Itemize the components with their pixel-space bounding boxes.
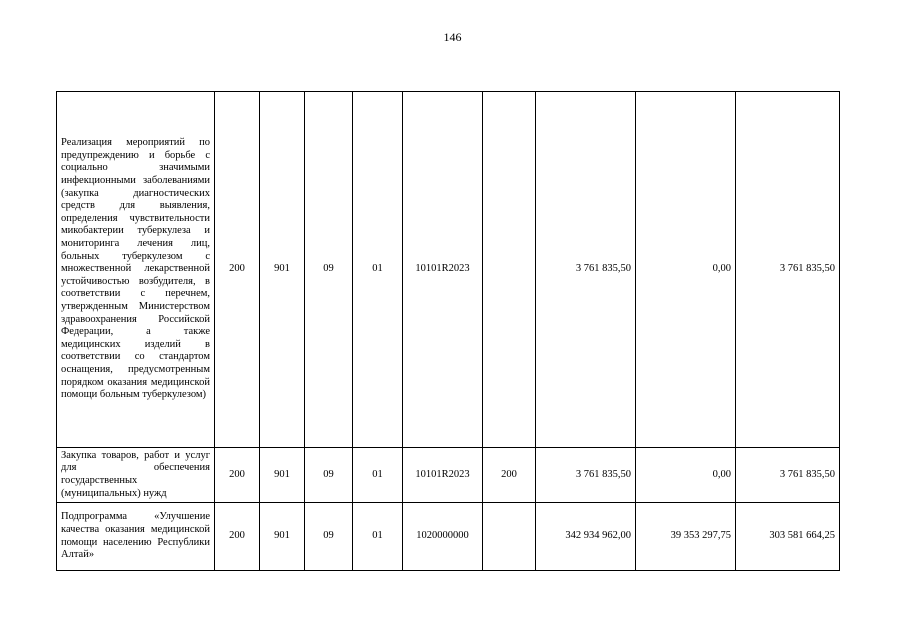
cell-col1: 200 (215, 503, 260, 571)
row-description: Закупка товаров, работ и услуг для обеспечения государственных (муниципальных) нужд (57, 448, 215, 503)
budget-table (56, 91, 840, 571)
cell-amount2: 0,00 (636, 448, 736, 503)
cell-amount1: 342 934 962,00 (536, 503, 636, 571)
cell-col1: 200 (215, 92, 260, 448)
cell-col3: 09 (305, 448, 353, 503)
cell-amount2: 39 353 297,75 (636, 503, 736, 571)
cell-code: 1020000000 (403, 503, 483, 571)
cell-amount1: 3 761 835,50 (536, 92, 636, 448)
cell-col1: 200 (215, 448, 260, 503)
cell-col2: 901 (260, 92, 305, 448)
row-description: Реализация мероприятий по предупреждению и борьбе с социально значимыми инфекционными заболеваниями (закупка диагностических средств для выявления, определения чувствительности микобактерии туберкулеза и мониторинга лечения лиц, больных туберкулезом с множественной лекарственной устойчивостью возбудителя, в соответствии с перечнем, утвержденным Министерством здравоохранения Российской Федерации, а также медицинских изделий в соответствии со стандартом оснащения, предусмотренным порядком оказания медицинской помощи больным туберкулезом) (57, 92, 215, 448)
row-description: Подпрограмма «Улучшение качества оказания медицинской помощи населению Республики Алтай» (57, 503, 215, 571)
table-row (57, 92, 840, 448)
cell-col2: 901 (260, 448, 305, 503)
cell-type (483, 503, 536, 571)
page-number: 146 (443, 30, 462, 44)
cell-col3: 09 (305, 503, 353, 571)
cell-type (483, 92, 536, 448)
cell-amount3: 3 761 835,50 (736, 448, 840, 503)
cell-col3: 09 (305, 92, 353, 448)
cell-col2: 901 (260, 503, 305, 571)
cell-code: 10101R2023 (403, 448, 483, 503)
cell-amount1: 3 761 835,50 (536, 448, 636, 503)
table-row (57, 448, 840, 503)
cell-amount2: 0,00 (636, 92, 736, 448)
cell-amount3: 303 581 664,25 (736, 503, 840, 571)
cell-col4: 01 (353, 503, 403, 571)
cell-amount3: 3 761 835,50 (736, 92, 840, 448)
table-row (57, 503, 840, 571)
cell-code: 10101R2023 (403, 92, 483, 448)
cell-col4: 01 (353, 448, 403, 503)
cell-type: 200 (483, 448, 536, 503)
cell-col4: 01 (353, 92, 403, 448)
